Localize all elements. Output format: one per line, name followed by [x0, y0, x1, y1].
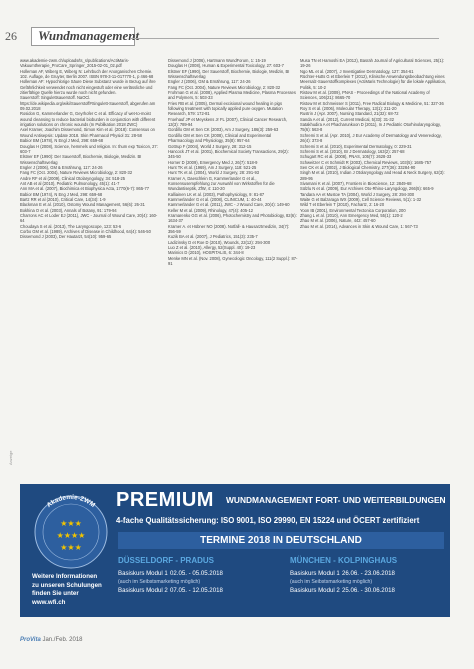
reference-entry: Schremi S et al. (2010), Br J Dermatology, 163(2): 257-68 [300, 148, 405, 154]
reference-entry: Dissemond J (2006), Hartmann WundForum, 1: 15-19 [168, 58, 266, 63]
more-info-line-3: finden Sie unter [32, 590, 79, 597]
reference-entry: Musa TN et Hamoshi EA (2012), Basrah Journal of Agricultural Sciences, 25(1): 19-26 [300, 58, 445, 69]
reference-entry: Zhang L et al. (2010), Ann Emergency Med, 55(1): 120-2 [300, 212, 403, 218]
reference-entry: Blackman E et al. (2010), Ostomy Wound Management, 56(6): 26-31 [20, 202, 145, 208]
reference-entry: Dissemond J (2003), Der Hautarzt, 54(10): 959-65 [20, 234, 112, 240]
more-info-line-1: Weitere Informationen [32, 573, 98, 580]
course-label: Basiskurs Modul 2 [118, 587, 168, 594]
reference-entry: Satakhudira A et Phacharunkoon D (2011), In J Pediatric Otorhinolaryngology, 75(6): 563-8 [300, 122, 441, 133]
reference-entry: Hunt TK et al. (1969), Am J Surgery, 118: 521-25 [168, 164, 257, 170]
more-info-line-2: zu unseren Schulungen [32, 581, 102, 589]
course-dates: 02.05. - 05.05.2018 [170, 570, 223, 577]
svg-text:★★★★: ★★★★ [56, 531, 86, 540]
reference-entry: Babior BM (1978), N Engl J Med, 298: 659-68 [20, 138, 104, 144]
reference-entry: Engler J (2006), GM & Ernährung, 117: 24-26 [20, 164, 103, 170]
course-label: Basiskurs Modul 1 [290, 570, 340, 577]
reference-entry: Gottrup F (2004), World J Surgery, 28: 312-15 [168, 143, 252, 149]
reference-entry: Douglas H (2008), Science, hemmels und religion. In: thum exp Toxicon, 27: 603-7 [20, 143, 158, 154]
city-muenchen-heading: MÜNCHEN - KOLPINGHAUS [290, 556, 398, 565]
reference-entry: Schugart RC et al. (2008), PNAS, 105(7): 2628-33 [300, 154, 392, 160]
reference-entry: Elstner EF (1990): Der Sauerstoff, Biochemie, Biologie, Medizin. BI Wissenschaftsverlag [20, 154, 142, 165]
page-number: 26 [5, 28, 17, 43]
more-info-url[interactable]: www.wfi.ch [32, 598, 66, 606]
reference-entry: Babior BM (1974), N Eng J Med, 298: 659-68 [20, 191, 103, 197]
reference-entry: www.akademie-zwm.ch/uploads/ts_s/publications/ActiMaris-Vakuumtherapie_ProCare_Springer_2015-02-01_02.pdf [20, 58, 129, 69]
header-rule [130, 38, 439, 39]
course-dates: 26.06. - 23.06.2018 [342, 570, 395, 577]
reference-entry: Sauerstoff: Singulettsauerstoff. NaOCl. https://de.wikipedia.org/wiki/Sauerstoff#Singulett-Sauerstoff, abgerufen am 09.02.2018 [20, 95, 156, 112]
course-label: Basiskurs Modul 2 [290, 587, 340, 594]
journal-issue: Jan./Feb. 2018 [42, 637, 83, 643]
reference-entry: Froehauf JP et Meyskens Jr FL (2007), Clinical Cancer Research, 13(3): 789-94 [168, 116, 288, 128]
reference-entry: Fries RB et al. (2005), Dermal excisional wound healing in pigs following treatment with topically applied pure oxygen. Mutation Research, 579: 172-81 [168, 100, 283, 117]
svg-text:★★★: ★★★ [60, 543, 82, 552]
reference-entry: Ristow M et al. (2009), PNAS - Proceedings of the National Academy of Sciences, 106(21): 8665-70 [300, 90, 430, 101]
references-column-1 [20, 58, 160, 240]
city2-course-row [290, 570, 395, 577]
section-title-box [31, 27, 140, 46]
page-footer [20, 637, 83, 643]
advertisement-banner[interactable] [20, 484, 450, 617]
reference-entry: Sülzlu N et al. (2009), Eur Archives Oto-Rhino-Laryngology, 266(5): 665-9 [300, 186, 434, 192]
city1-note: (auch im Seibstsmarketing möglich) [118, 579, 201, 585]
reference-entry: Holleman AF, Wiberg E, Wiberg N: Lehrbuch der Anorganischen Chemie. 102. Auflage, de Gruyter, Berlin 2007. ISBN 978-3-11-017770-1, p 466-68 [20, 68, 154, 80]
reference-entry: Roy S et al. (2006), Molecular Therapy, 13(1): 211-20 [300, 106, 397, 112]
course-dates: 25.06. - 30.06.2018 [342, 587, 395, 594]
reference-entry: Frohman G et al. (2008), Applied Plasma Medicine, Plasma Processes and Polymers, 5: 503-33 [168, 90, 296, 101]
reference-entry: Kramer A, Daeschlein G, Kammerlander G et al., Konsensusempfehlung zur Auswahl von Wirkstoffen für die Wundantiseptik, ZfW, 4: 110-20 [168, 175, 275, 192]
reference-entry: Hancock JT et al. (2001), Biochemical Society Transactions, 29(2): 345-50 [168, 148, 289, 160]
reference-entry: Sivamani K et al. (2007), Frontiers in Bioscience, 12: 2849-68 [300, 180, 412, 186]
reference-entry: Singh M et al. (2010), Indian J Otolaryngology and Head & Neck Surgery, 62(3): 289-95 [300, 170, 445, 181]
reference-entry: Rustrin J (Apr. 2007), Nursing Standard, 21(32): 68-72 [300, 111, 399, 117]
reference-entry: Tandara AA et Mustoe TA (2004), World J Surgery, 28: 294-300 [300, 191, 415, 197]
reference-entry: Kammerlander G et al. (2008), CLINICUM, 1: 40-44 [168, 196, 262, 202]
reference-entry: Fang FC (Oct. 2004), Nature Reviews Microbiology, 2: 820-32 [168, 84, 281, 90]
reference-entry: Charrons AC et Loder EJ (2011), JWC - Journal of Wound Care, 20(4): 160-64 [20, 212, 158, 224]
premium-heading: PREMIUM [116, 489, 214, 511]
reference-entry: Waite G et Balzaraga WX (2009), Cell Science Reviews, 5(1): 1-32 [300, 196, 422, 202]
reference-entry: Rüchter-Hutts G et Eberlein T (2012), Klinische Anwendungsbeobachtung eines Meersalz-Sauerstoffkomplexes (ActiMaris Technologie) für die lokale Applikation, Politik, 5: 10-2 [300, 74, 447, 90]
reference-entry: Andre RF et al (2009), Clinical Otolaryngology, 34: 518-25 [20, 175, 126, 181]
reference-entry: Horner D (2009), Emergency Med J, 26(7): 518-9 [168, 159, 258, 165]
section-title: Wundmanagement [38, 28, 140, 43]
reference-entry: Luo Z et al. (2010), Allergy, 52(Suppl. 40): 19-23 [168, 245, 256, 251]
reference-entry: Zhao M et al. (2006), Nature, 442: 457-60 [300, 218, 376, 224]
reference-entry: Schremi S et al. (2010), Experimental Dermatology, 0: 229-31 [300, 143, 412, 149]
reference-entry: Douglas H (2008), Human & Experimental Toxicology, 27: 603-7 [168, 63, 284, 69]
references-column-2 [168, 58, 298, 266]
reference-entry: Kammerlander G et al. (2011), JWC - J Wound Care, 20(4): 149-60 [168, 202, 290, 208]
reference-entry: Gordillo GM et Sen CK (2003), Am J Surgery, 186(3): 259-63 [168, 127, 279, 133]
reference-entry: Wild T et Eberlein T (2010), Fachartz, 2: 16-20 [300, 202, 385, 208]
reference-entry: Kramarenko GG et al. (2006), Photochemistry and Photobiology, 82(6): 1634-37 [168, 212, 297, 224]
city2-course-row [290, 587, 395, 594]
reference-entry: Bartz RR et al (2010), Critical Care, 14(34): 1-9 [20, 196, 106, 202]
reference-entry: Kalliainen LK et al. (2003), Pathophysiology, 9: 81-87 [168, 191, 265, 197]
reference-entry: Elstner EF (1990), Der Sauerstoff, Biochemie, Biologie, Medizin, BI Wissenschaftsverlag [168, 68, 290, 80]
reference-entry: Zhao M et al. (2014), Advances in Skin & Wound Care, 1: 567-73 [300, 223, 418, 229]
city1-course-row [118, 587, 223, 594]
quality-statement: 4-fache Qualitätssicherung: ISO 9001, ISO 29990, EN 15224 und ÖCERT zertifiziert [116, 516, 420, 525]
reference-entry: Engler J (2006), GM & Ernährung, 117: 24-26 [168, 79, 251, 85]
reference-entry: Bokhina O et al. (2003), Annals of Botany, 91: 179-94 [20, 207, 117, 213]
reference-entry: Ann MA et al. (2007), Biochimica et Biophysica Acta, 1770(6-7): 865-77 [20, 186, 150, 192]
reference-entry: Marinics D (2010), HOSPITALIS, 6: 344-8 [168, 250, 244, 256]
reference-entry: Axel Kramer, Joachim Dissemond, Simon Kim et al. (2018): Consensus on Wound Antisepsis: Update 2018. Skin Pharmacol Physiol 31: 28-58 [20, 127, 155, 138]
reference-entry: Gordillo GM et Sen CK (2008), Clinical and Experimental Pharmacology and Physiology, 35(8): 957-64 [168, 132, 272, 144]
reference-entry: Yoon IB (2001), Environmental Tectonica Corporation, 200 [300, 207, 406, 213]
reference-entry: Sen CK et al. (2002), J Biological Chemistry, 277(36): 33284-90 [300, 164, 416, 170]
course-dates: 07.05. - 12.05.2018 [170, 587, 223, 594]
reference-entry: Sanda A et al. (2012), Current Medical, 5(33): 31-32 [300, 116, 394, 122]
references-column-3 [300, 58, 448, 229]
city1-course-row [118, 570, 223, 577]
reference-entry: Ladizinsky D et Roe D (2010), Wounds, 22(12): 294-300 [168, 239, 271, 245]
city2-note: (auch im Seibstsmarketing möglich) [290, 579, 373, 585]
reference-entry: Ngo ML et al. (2007), J Investigative Dermatology, 127: 354-61 [300, 68, 414, 74]
reference-entry: Choudaya S et al. (2013), The Laryngoscope, 123: 53-6 [20, 223, 122, 229]
reference-entry: Ristow M et Schmeisser S (2011), Free Radical Biology & Medicine, 51: 327-36 [300, 100, 444, 106]
premium-subheading: WUNDMANAGEMENT FORT- UND WEITERBILDUNGEN [226, 495, 446, 505]
course-label: Basiskurs Modul 1 [118, 570, 168, 577]
advertisement-label: Anzeige [8, 450, 13, 465]
reference-entry: Holleman AF: Hypochlorige Säure Diese Substanz wurde in Bezug auf ihre Gefährlichkeit verwendet noch nicht eingestuft oder eine verlässliche und zitierfähige Quelle hierzu wurde noch nicht gefunden. [20, 79, 156, 96]
logo-ring-text: Akademie-ZWM [45, 493, 97, 510]
reference-entry: Menke MN et al. (Nov. 2008), Gynecologic Oncology, 111(2 Suppl.): 87-91 [168, 255, 298, 267]
reference-entry: Kramer A. et Hübner NO (2008). Notfall- & Hausarztmedizin, 34(7): 356-59 [168, 223, 290, 234]
reference-entry: Ant AB et al (2010), Pediatric Pulmonology, 45(1): 41-7 [20, 180, 120, 186]
more-info-block [32, 573, 102, 607]
reference-entry: Schremi S et al. (Apr. 2010), J Eur Academy of Dermatology and Venereology, 26(4): 373-8 [300, 132, 442, 144]
termine-bar: TERMINE 2018 IN DEUTSCHLAND [118, 532, 444, 549]
reference-entry: Keller M et al. (2009), Rhinology, 47(4): 405-12 [168, 207, 254, 213]
reference-entry: Kuzik BA et al. (2007), J Pediatrics, 151(3): 235-7 [168, 234, 258, 240]
academy-logo [28, 490, 114, 570]
journal-name: ProVita [20, 637, 41, 643]
reference-entry: Schweitzer C et Schmidt R (2003), Chemical Reviews, 103(5): 1685-757 [300, 159, 432, 165]
reference-entry: Rosidon G, Kammerlander G, Geyrhofer C et al. Efficacy of wet-to-moist wound cleansing to reduce bacterial bioburden in conjunction with different irrigation solutions on chronic wounds (In Publikation 2018 ZWC) [20, 111, 156, 128]
svg-text:★★★: ★★★ [60, 519, 82, 528]
city-duesseldorf-heading: DÜSSELDORF - PRADUS [118, 556, 215, 565]
reference-entry: Fang FC (Oct. 2004), Nature Reviews Microbiology, 2: 820-32 [20, 170, 133, 176]
reference-entry: Corbo GM et al. (1989), Archives of Disease in Childhood, 64(4): 546-50 [20, 229, 151, 234]
page-header [5, 26, 140, 46]
reference-entry: Hunt TK et al. (2004), World J Surgery, 28: 291-93 [168, 170, 260, 176]
